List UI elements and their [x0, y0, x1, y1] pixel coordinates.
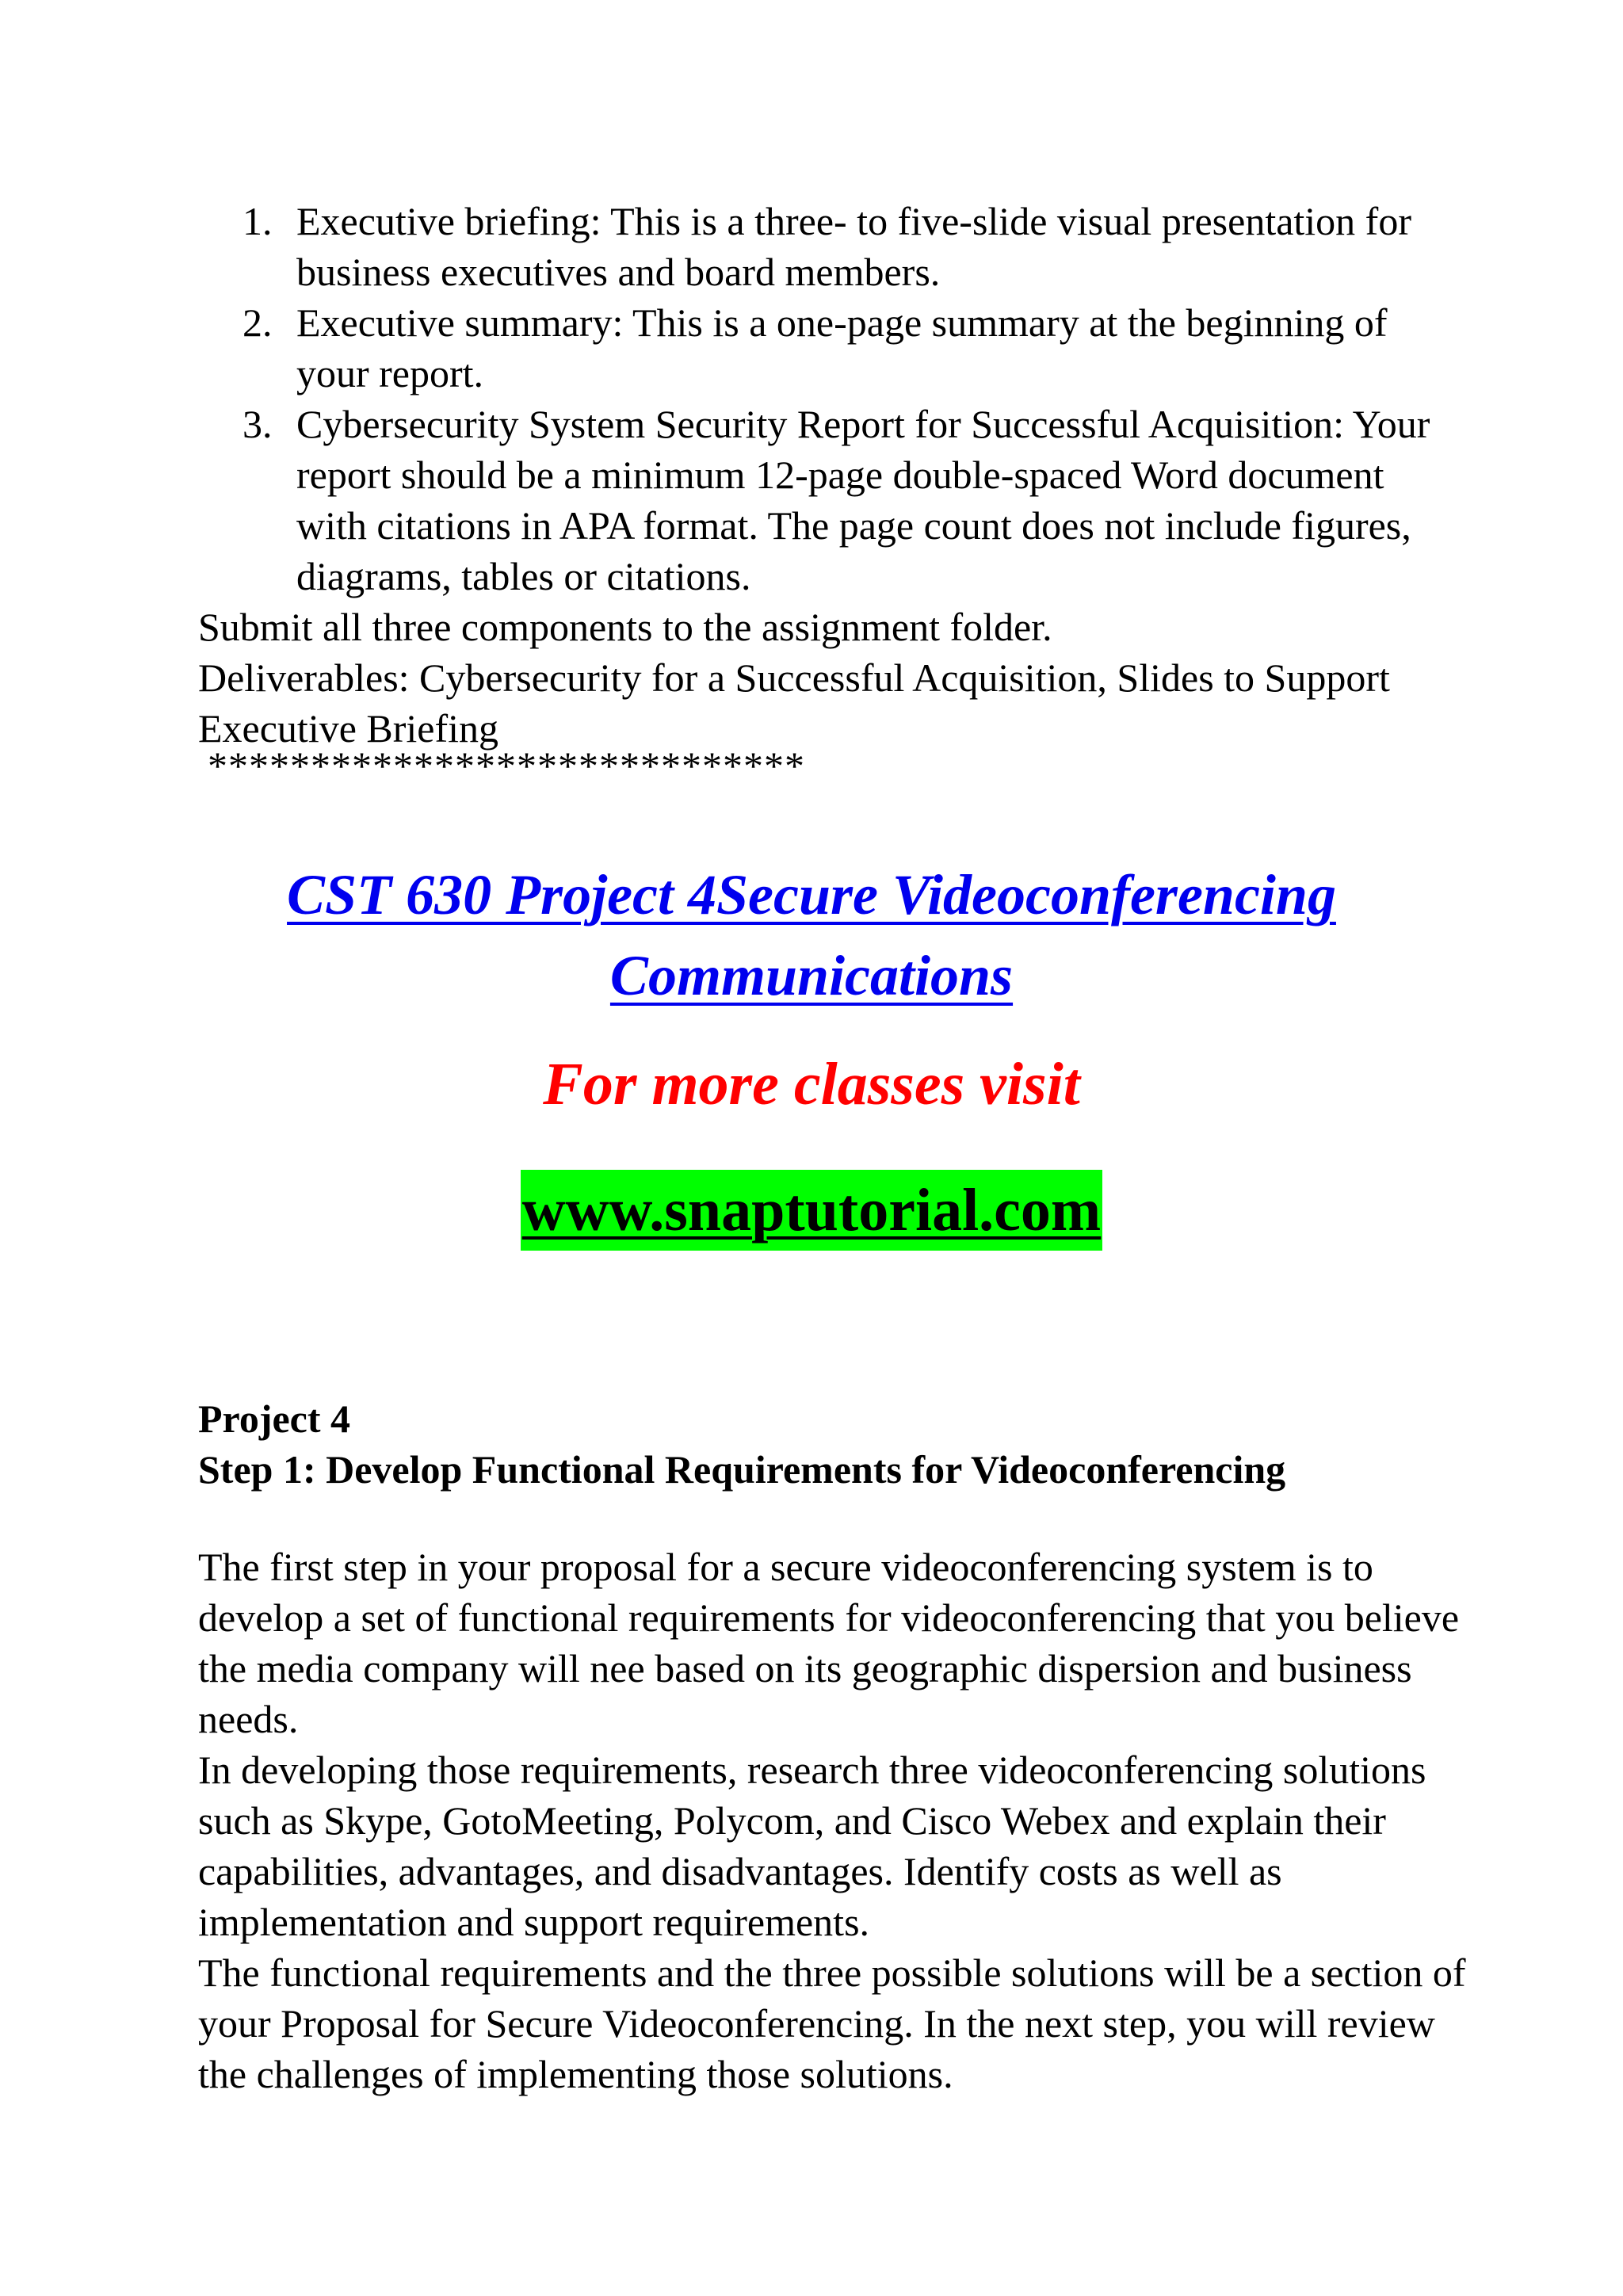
list-item-number: 1. [242, 199, 273, 243]
visit-prompt: For more classes visit [543, 1051, 1080, 1117]
list-item-text: Executive briefing: This is a three- to five-slide visual presentation for business executives and board members. [296, 199, 1411, 294]
deliverables-line: Deliverables: Cybersecurity for a Successful Acquisition, Slides to Support Executive Briefing [198, 655, 1390, 751]
paragraph: In developing those requirements, research three videoconferencing solutions such as Skype, GotoMeeting, Polycom, and Cisco Webex and explain their capabilities, advantages, and disadvantages. Identify costs as well as implementation and support requirements. [198, 1748, 1426, 1944]
list-item [198, 196, 1434, 297]
list-item-number: 3. [242, 402, 273, 446]
website-link[interactable]: www.snaptutorial.com [521, 1170, 1102, 1251]
course-title-line1: CST 630 Project 4Secure Videoconferencing [287, 863, 1336, 926]
list-item-number: 2. [242, 300, 273, 345]
list-item [198, 399, 1434, 602]
paragraph: The first step in your proposal for a secure videoconferencing system is to develop a set of functional requirements for videoconferencing that you believe the media company will nee based on its geographic dispersion and business needs. [198, 1545, 1460, 1741]
paragraph: The functional requirements and the three possible solutions will be a section of your Proposal for Secure Videoconferencing. In the next step, you will review the challenges of implementing those solutions. [198, 1950, 1466, 2096]
course-title [0, 854, 1623, 1016]
step-title: Step 1: Develop Functional Requirements for Videoconferencing [198, 1447, 1286, 1492]
submit-instruction: Submit all three components to the assignment folder. [198, 605, 1052, 649]
course-title-line2: Communications [609, 944, 1014, 1007]
list-item-text: Cybersecurity System Security Report for Successful Acquisition: Your report should be a minimum 12-page double-spaced Word document with citations in APA format. The page count does not include figures, diagrams, tables or citations. [296, 402, 1430, 598]
list-item [198, 297, 1434, 399]
list-item-text: Executive summary: This is a one-page summary at the beginning of your report. [296, 300, 1388, 395]
deliverables-numbered-list [198, 196, 1434, 602]
asterisk-separator: ***************************** [208, 743, 805, 788]
project-heading [198, 1393, 1466, 1495]
website-url [0, 1170, 1623, 1251]
project-label: Project 4 [198, 1396, 351, 1441]
step-description [198, 1541, 1466, 2099]
course-title-link[interactable] [287, 863, 1336, 1007]
